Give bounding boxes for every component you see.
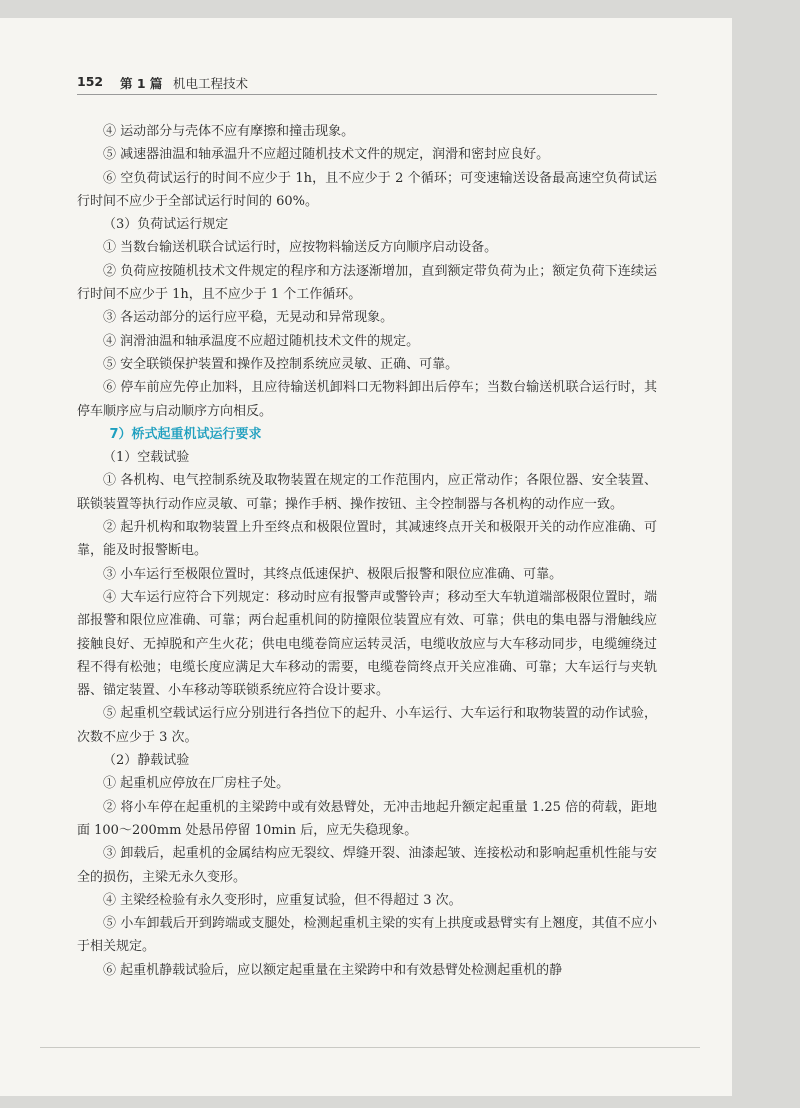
paragraph: ⑥ 起重机静载试验后，应以额定起重量在主梁跨中和有效悬臂处检测起重机的静: [103, 962, 563, 978]
paragraph: ① 各机构、电气控制系统及取物装置在规定的工作范围内，应正常动作；各限位器、安全装置、联锁装置等执行动作应灵敏、可靠；操作手柄、操作按钮、主令控制器与各机构的动作应一致。: [77, 473, 657, 512]
paragraph: ⑤ 减速器油温和轴承温升不应超过随机技术文件的规定，润滑和密封应良好。: [103, 147, 550, 163]
page-header: [77, 72, 657, 95]
paragraph: ③ 各运动部分的运行应平稳，无晃动和异常现象。: [103, 310, 394, 326]
paragraph: ⑥ 停车前应先停止加料，且应待输送机卸料口无物料卸出后停车；当数台输送机联合运行时，其停车顺序应与启动顺序方向相反。: [77, 380, 657, 419]
section-heading: 7）桥式起重机试运行要求: [109, 426, 262, 442]
paragraph: ③ 卸载后，起重机的金属结构应无裂纹、焊缝开裂、油漆起皱、连接松动和影响起重机性能与安全的损伤，主梁无永久变形。: [77, 846, 657, 885]
paragraph: ② 起升机构和取物装置上升至终点和极限位置时，其减速终点开关和极限开关的动作应准确、可靠，能及时报警断电。: [77, 520, 657, 559]
page-body: [77, 120, 657, 982]
paragraph: ④ 润滑油温和轴承温度不应超过随机技术文件的规定。: [103, 333, 420, 349]
paragraph: ① 起重机应停放在厂房柱子处。: [103, 776, 290, 792]
paragraph: ⑤ 安全联锁保护装置和操作及控制系统应灵敏、正确、可靠。: [103, 356, 459, 372]
paragraph: ④ 主梁经检验有永久变形时，应重复试验，但不得超过 3 次。: [103, 892, 462, 908]
paragraph: ⑤ 小车卸载后开到跨端或支腿处，检测起重机主梁的实有上拱度或悬臂实有上翘度，其值不应小于相关规定。: [77, 916, 657, 955]
paragraph: ⑥ 空负荷试运行的时间不应少于 1h，且不应少于 2 个循环；可变速输送设备最高速空负荷试运行时间不应少于全部试运行时间的 60%。: [77, 170, 657, 209]
page-number: 152: [77, 74, 104, 89]
paragraph: ② 负荷应按随机技术文件规定的程序和方法逐渐增加，直到额定带负荷为止；额定负荷下连续运行时间不应少于 1h，且不应少于 1 个工作循环。: [77, 263, 657, 303]
footer-divider: [40, 1047, 700, 1048]
chapter-label: 第 1 篇: [120, 76, 163, 91]
paragraph: （1）空载试验: [103, 450, 190, 466]
chapter-title: 机电工程技术: [173, 76, 249, 91]
paragraph: ⑤ 起重机空载试运行应分别进行各挡位下的起升、小车运行、大车运行和取物装置的动作试验，次数不应少于 3 次。: [77, 706, 657, 745]
paragraph: ② 将小车停在起重机的主梁跨中或有效悬臂处，无冲击地起升额定起重量 1.25 倍的荷载，距地面 100～200mm 处悬吊停留 10min 后，应无失稳现象。: [77, 799, 657, 838]
paragraph: ① 当数台输送机联合试运行时，应按物料输送反方向顺序启动设备。: [103, 240, 498, 256]
paragraph: （3）负荷试运行规定: [103, 217, 229, 233]
paragraph: ④ 大车运行应符合下列规定：移动时应有报警声或警铃声；移动至大车轨道端部极限位置时，端部报警和限位应准确、可靠；两台起重机间的防撞限位装置应有效、可靠；供电的集电器与滑触线应接触良好、无掉脱和产生火花；供电电缆卷筒应运转灵活，电缆收放应与大车移动同步，电缆缠绕过程不得有松弛；电缆长度应满足大车移动的需要，电缆卷筒终点开关应准确、可靠；大车运行与夹轨器、锚定装置、小车移动等联锁系统应符合设计要求。: [77, 589, 657, 699]
paragraph: ③ 小车运行至极限位置时，其终点低速保护、极限后报警和限位应准确、可靠。: [103, 566, 563, 582]
paragraph: （2）静载试验: [103, 753, 190, 769]
paragraph: ④ 运动部分与壳体不应有摩擦和撞击现象。: [103, 124, 355, 139]
